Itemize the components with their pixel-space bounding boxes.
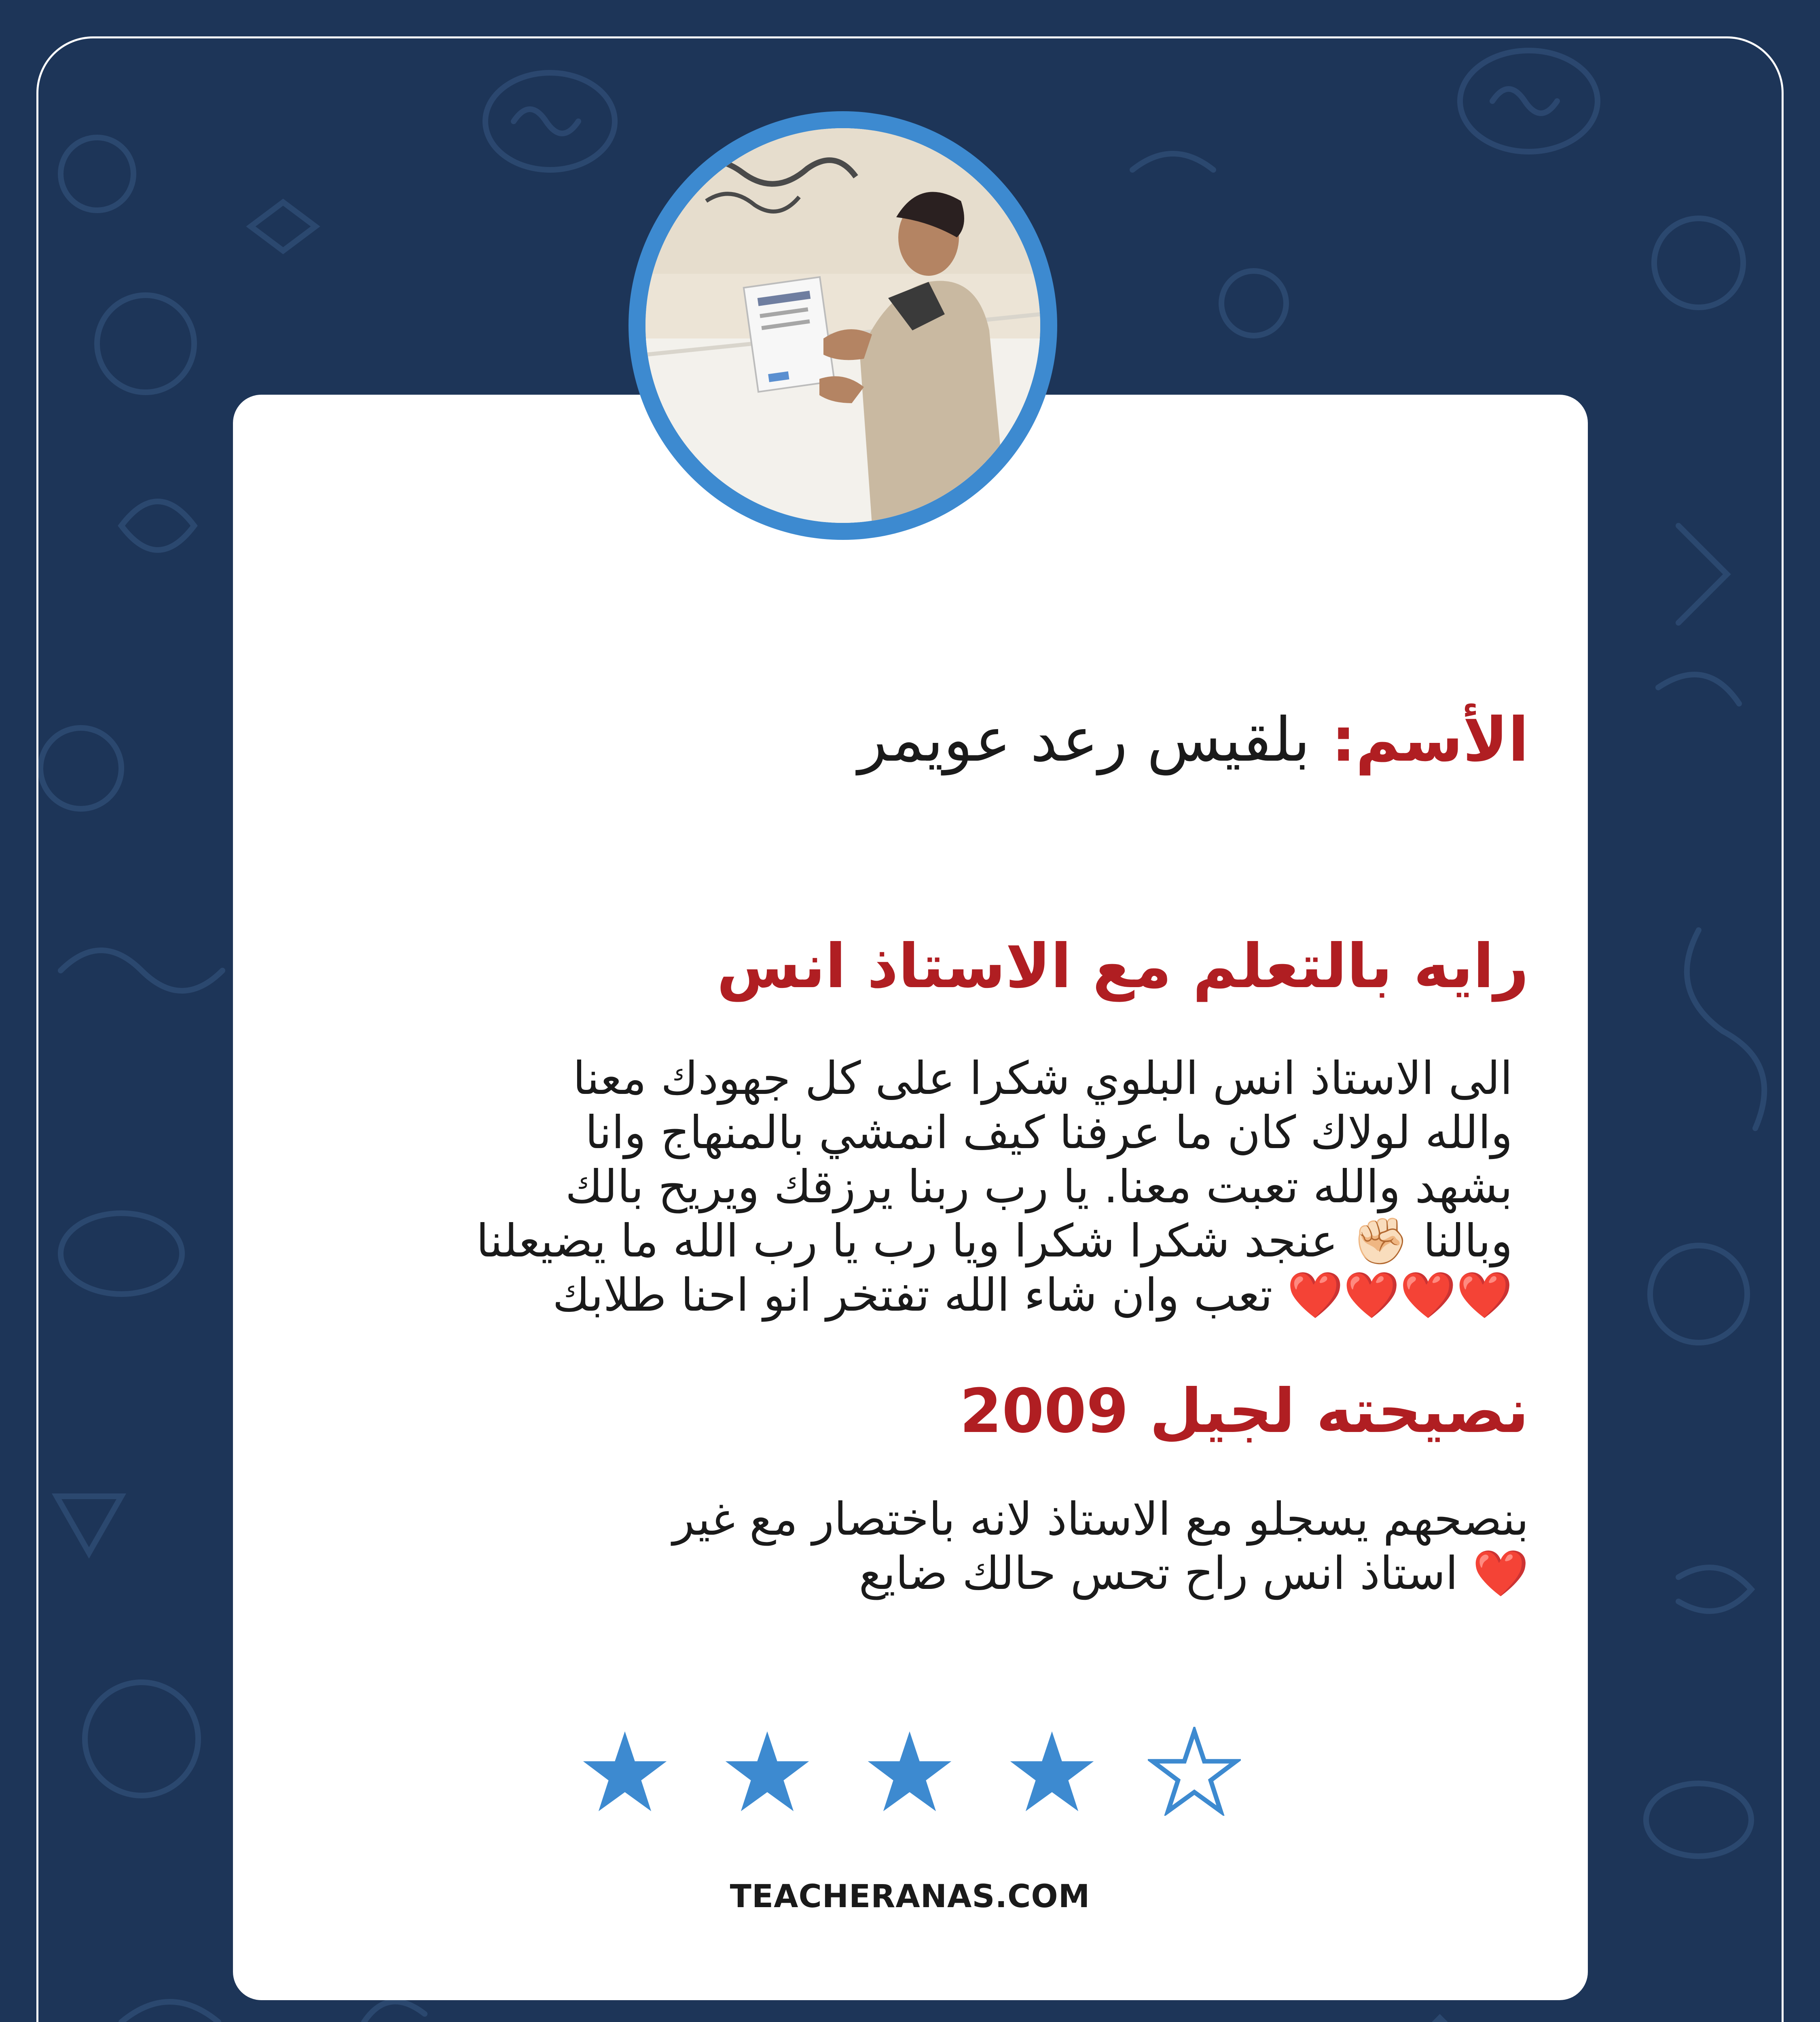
student-name: بلقيس رعد عويمر [858,705,1310,775]
student-name-row [558,704,1529,776]
advice-line-2: ❤️ استاذ انس راح تحس حالك ضايع [859,1547,1529,1600]
opinion-line-4: وبالنا ✊🏻 عنجد شكرا شكرا ويا رب يا رب الله ما يضيعلنا [476,1215,1513,1267]
advice-line-1: بنصحهم يسجلو مع الاستاذ لانه باختصار مع غير [673,1493,1529,1546]
star-filled-icon [863,1727,956,1816]
advice-heading: نصيحته لجيل 2009 [959,1376,1529,1447]
opinion-line-3: بشهد والله تعبت معنا. يا رب ربنا يرزقك ويريح بالك [565,1161,1513,1213]
star-rating [578,1727,1246,1816]
graduate-photo-icon [645,128,1040,523]
website-link[interactable]: TEACHERANAS.COM [730,1878,1090,1915]
name-label: الأسم: [1331,705,1529,775]
avatar [645,128,1040,523]
star-outline-icon [1148,1727,1241,1816]
opinion-line-2: والله لولاك كان ما عرفنا كيف انمشي بالمنهاج وانا [585,1106,1513,1159]
opinion-line-1: الى الاستاذ انس البلوي شكرا على كل جهودك معنا [573,1052,1513,1105]
opinion-line-5: ❤️❤️❤️❤️ تعب وان شاء الله تفتخر انو احنا طلابك [552,1269,1513,1322]
star-filled-icon [721,1727,814,1816]
opinion-heading: رايه بالتعلم مع الاستاذ انس [717,931,1529,1002]
star-filled-icon [1005,1727,1098,1816]
star-filled-icon [578,1727,671,1816]
